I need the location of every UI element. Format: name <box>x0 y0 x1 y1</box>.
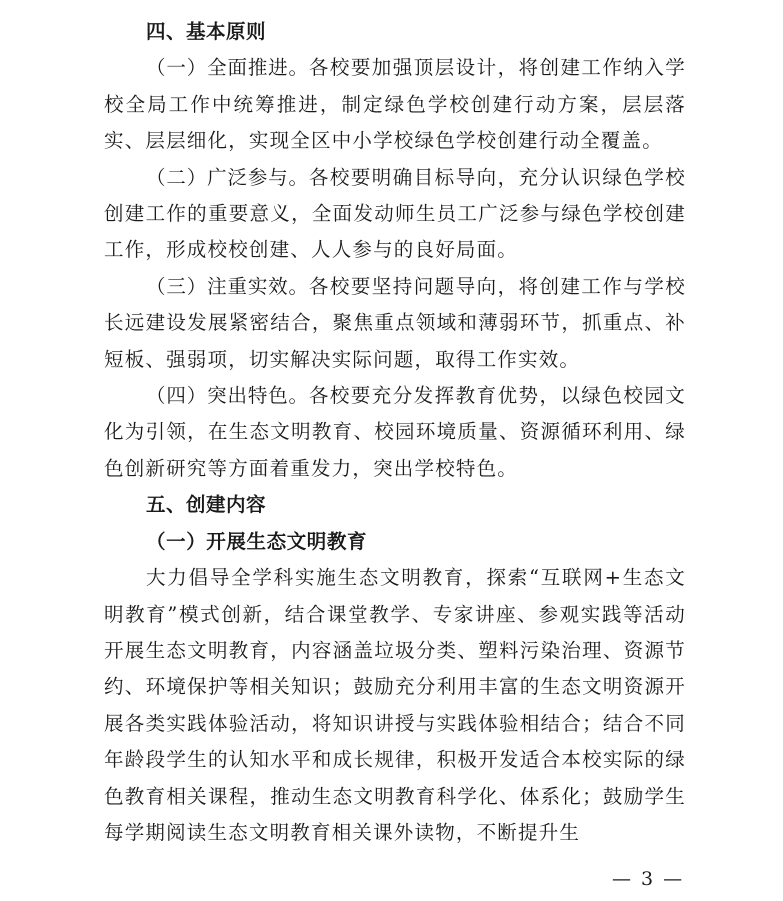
principle-text-3: 各校要坚持问题导向，将创建工作与学校长远建设发展紧密结合，聚焦重点领域和薄弱环节，抓重点、补短板、强弱项，切实解决实际问题，取得工作实效。 <box>104 274 686 371</box>
principle-paragraph-2 <box>104 160 686 269</box>
principle-lead-1: （一）全面推进。 <box>146 56 309 80</box>
document-page <box>104 14 686 851</box>
principle-paragraph-4 <box>104 378 686 487</box>
page-number: — 3 — <box>612 868 685 890</box>
section-heading-basic-principles: 四、基本原则 <box>146 20 267 43</box>
principle-lead-4: （四）突出特色。 <box>146 384 309 408</box>
principle-text-1: 各校要加强顶层设计，将创建工作纳入学校全局工作中统筹推进，制定绿色学校创建行动方案，层层落实、层层细化，实现全区中小学校绿色学校创建行动全覆盖。 <box>104 56 686 153</box>
principle-lead-2: （二）广泛参与。 <box>146 165 309 189</box>
principle-paragraph-1 <box>104 50 686 159</box>
eco-education-paragraph: 大力倡导全学科实施生态文明教育，探索“互联网+生态文明教育”模式创新，结合课堂教学、专家讲座、参观实践等活动开展生态文明教育，内容涵盖垃圾分类、塑料污染治理、资源节约、环境保护等相关知识；鼓励充分利用丰富的生态文明资源开展各类实践体验活动，将知识讲授与实践体验相结合；结合不同年龄段学生的认知水平和成长规律，积极开发适合本校实际的绿色教育相关课程，推动生态文明教育科学化、体系化；鼓励学生每学期阅读生态文明教育相关课外读物，不断提升生 <box>104 566 686 844</box>
principle-text-2: 各校要明确目标导向，充分认识绿色学校创建工作的重要意义，全面发动师生员工广泛参与绿色学校创建工作，形成校校创建、人人参与的良好局面。 <box>104 165 686 262</box>
principle-lead-3: （三）注重实效。 <box>146 274 309 298</box>
section-heading-creation-content: 五、创建内容 <box>146 493 267 517</box>
principle-text-4: 各校要充分发挥教育优势，以绿色校园文化为引领，在生态文明教育、校园环境质量、资源循环利用、绿色创新研究等方面着重发力，突出学校特色。 <box>104 384 686 480</box>
sub-heading-eco-education: （一）开展生态文明教育 <box>146 529 368 553</box>
principle-paragraph-3 <box>104 269 686 378</box>
